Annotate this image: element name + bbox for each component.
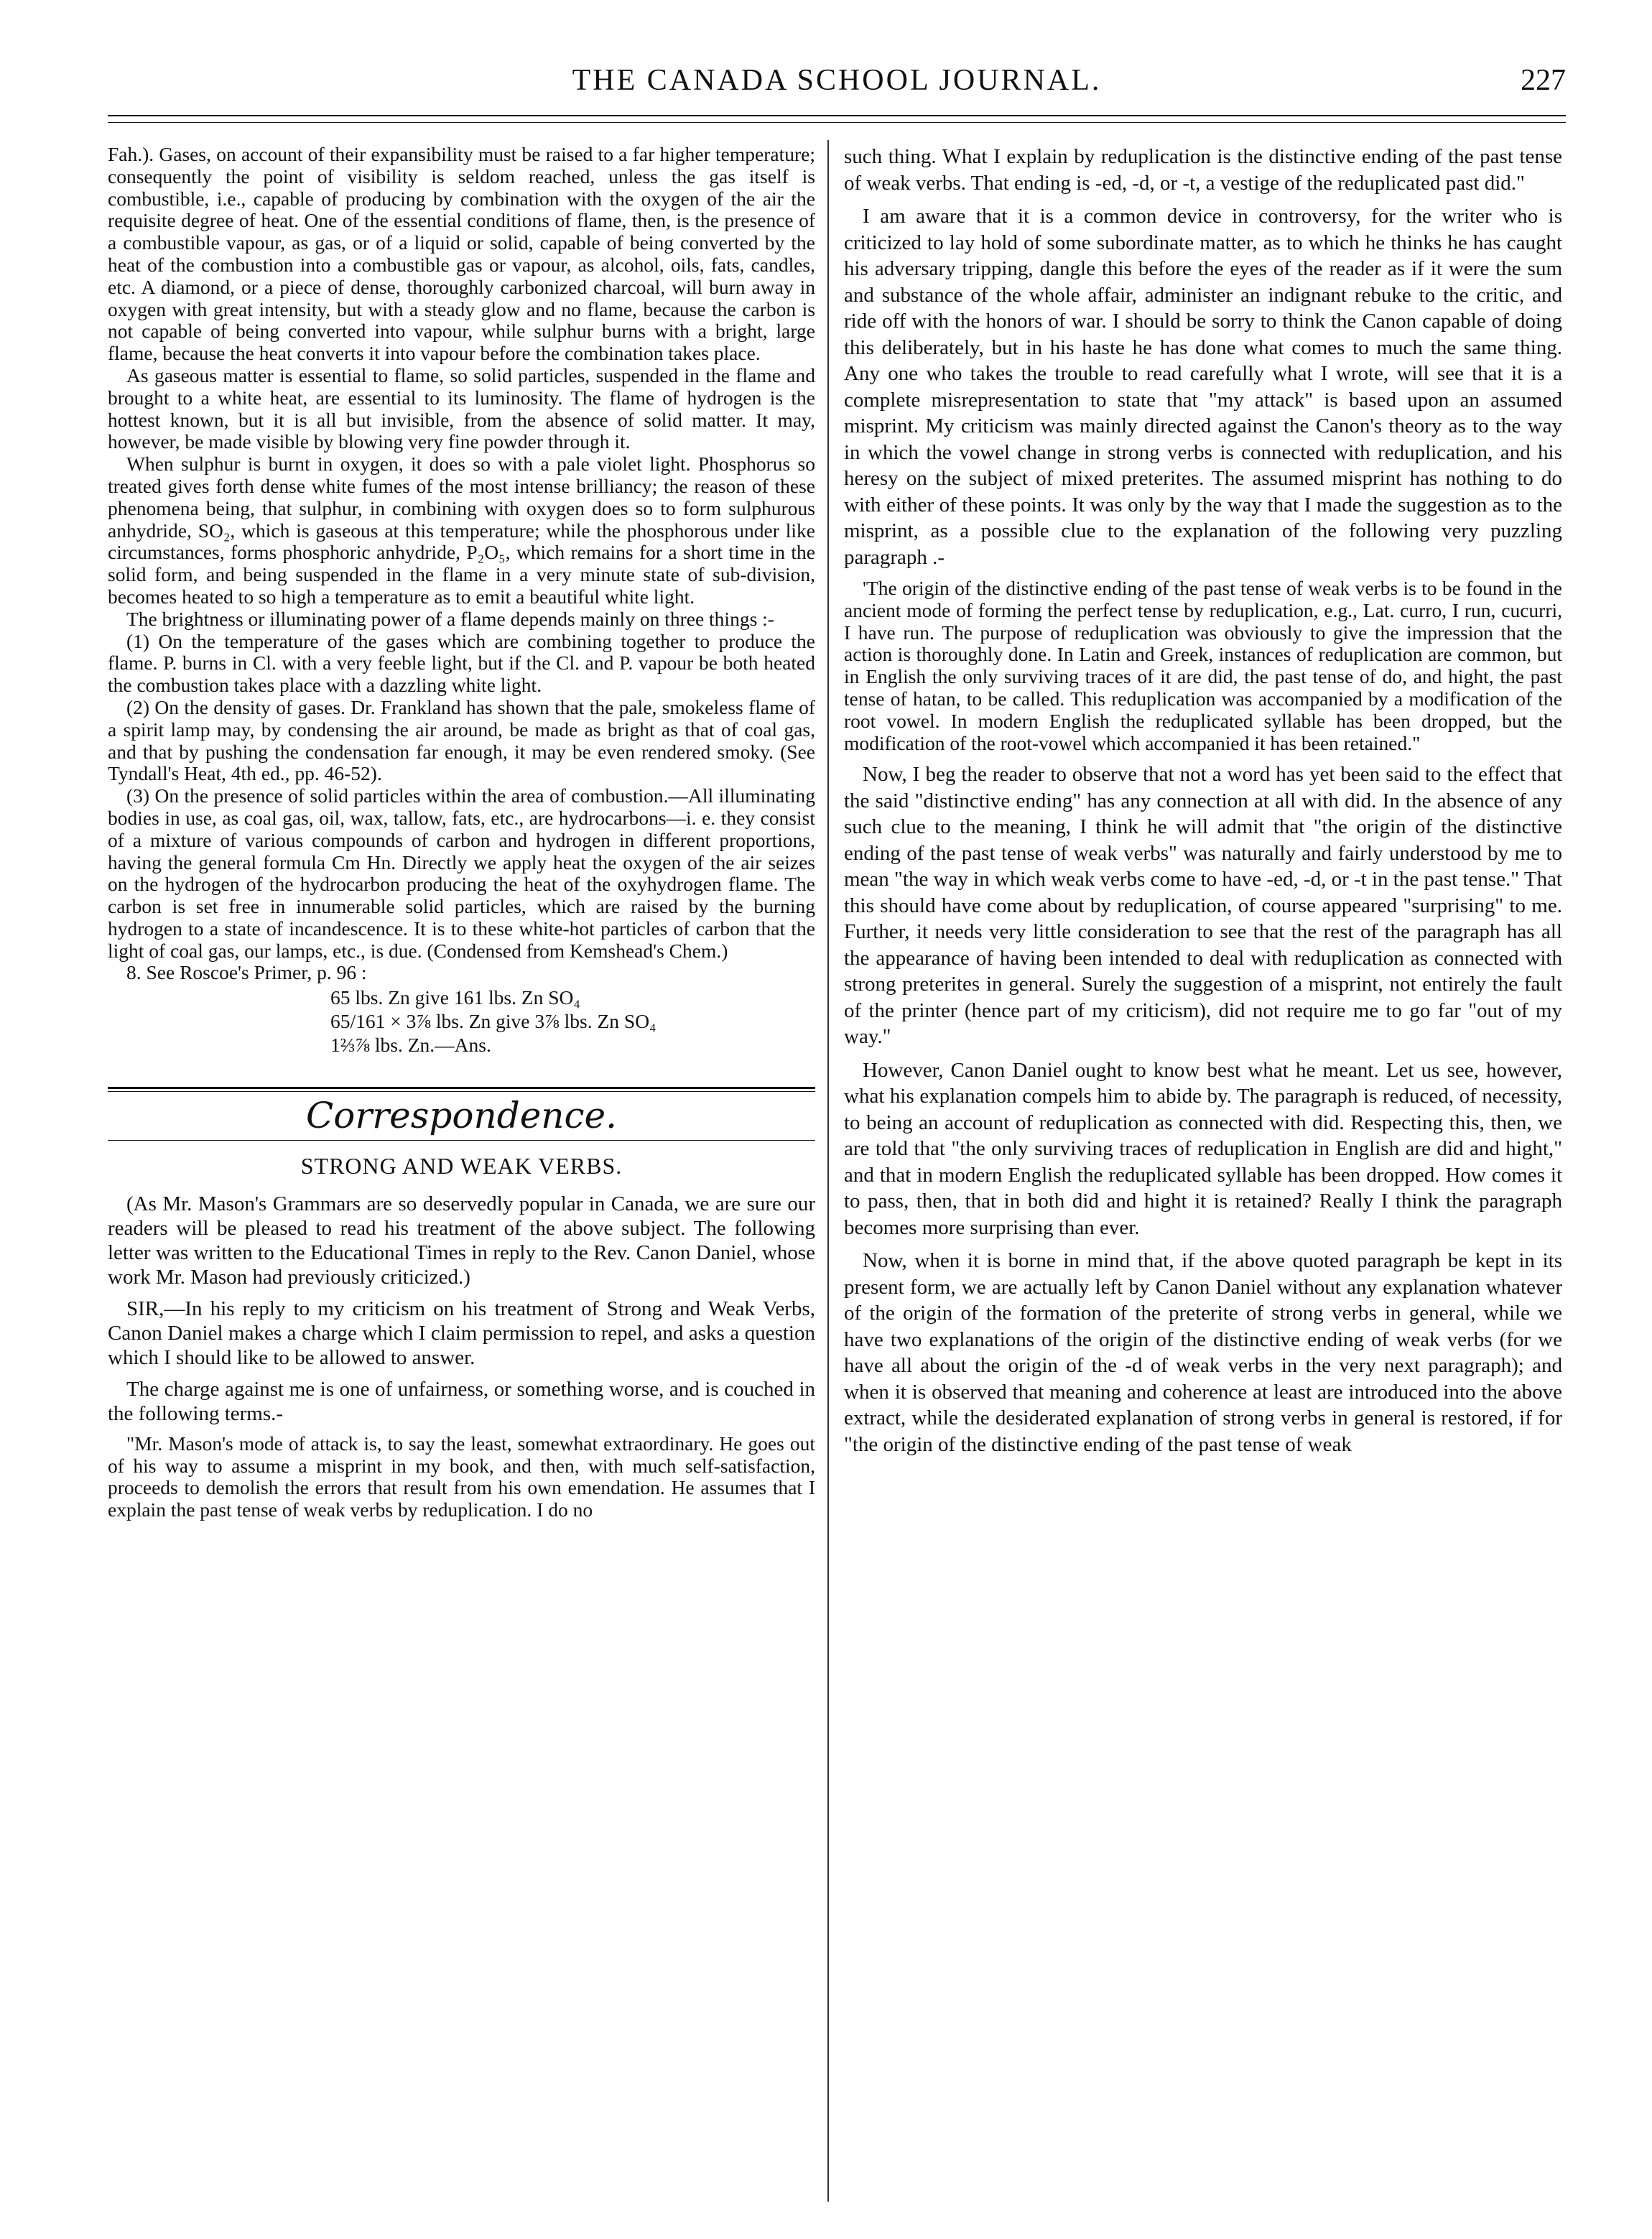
article-paragraph: The brightness or illuminating power of a flame depends mainly on three things :- bbox=[126, 607, 774, 630]
page-number: 227 bbox=[1521, 64, 1566, 97]
letter-paragraph: "Mr. Mason's mode of attack is, to say the least, somewhat extraordinary. He goes out of his way to assume a misprint in my book, and then, with much self-satisfaction, proceeds to demolish the errors that result from his own emendation. He assumes that I explain the past tense of weak verbs by reduplication. I do no bbox=[108, 1432, 815, 1521]
letter-paragraph: Now, when it is borne in mind that, if the above quoted paragraph be kept in its present form, we are actually left by Canon Daniel without any explanation whatever of the origin of the formation of the preterite of strong verbs in general, while we have two explanations of the origin of the distinctive ending of weak verbs (for we have all about the origin of the -d of weak verbs in the very next paragraph); and when it is observed that meaning and coherence at least are introduced into the above extract, while the desiderated explanation of strong verbs in general is restored, if for "the origin of the distinctive ending of the past tense of weak bbox=[844, 1249, 1562, 1456]
letter-paragraph: Now, I beg the reader to observe that not a word has yet been said to the effect that the said "distinctive ending" has any connection at all with did. In the absence of any such clue to the meaning, I think he will admit that "the origin of the distinctive ending of the past tense of weak verbs" was naturally and fairly understood by me to mean "the way in which weak verbs come to have -ed, -d, or -t in the past tense." That this should have come about by reduplication, of course appeared "surprising" to me. Further, it needs very little consideration to see that the rest of the paragraph has all the appearance of having been intended to deal with reduplication as connected with strong preterites in general. Surely the suggestion of a misprint, not entirely the fault of the printer (hence part of my criticism), did not require me to go far "out of my way." bbox=[844, 763, 1562, 1049]
answer-line: 65/161 × 3⅞ lbs. Zn give 3⅞ lbs. Zn SO₄ bbox=[330, 1010, 656, 1033]
article-paragraph: (3) On the presence of solid particles within the area of combustion.—All illuminating bodies in use, as coal gas, oil, wax, tallow, fats, etc., are hydrocarbons—i. e. they consist of a mixture of various compounds of carbon and hydrogen in different proportions, having the general formula Cm Hn. Directly we apply heat the oxygen of the air seizes on the hydrogen of the hydrocarbon producing the heat of the oxyhydrogen flame. The carbon is set free in innumerable solid particles, which are raised by the burning hydrogen to a state of incandescence. It is to these white-hot particles of carbon that the light of coal gas, our lamps, etc., is due. (Condensed from Kemshead's Chem.) bbox=[108, 784, 815, 962]
correspondence-body bbox=[108, 1192, 815, 1521]
running-header bbox=[108, 63, 1566, 106]
heading-rule bbox=[108, 1140, 815, 1141]
article-paragraph: As gaseous matter is essential to flame, so solid particles, suspended in the flame and brought to a white heat, are essential to its luminosity. The flame of hydrogen is the hottest known, but it is all but invisible, from the absence of solid matter. It may, however, be made visible by blowing very fine powder through it. bbox=[108, 363, 815, 453]
article-paragraph: (2) On the density of gases. Dr. Frankland has shown that the pale, smokeless flame of a spirit lamp may, by condensing the air around, be made as bright as that of coal gas, and that by pushing the condensation far enough, it may be even rendered smoky. (See Tyndall's Heat, 4th ed., pp. 46-52). bbox=[108, 695, 815, 785]
letter-paragraph: such thing. What I explain by reduplication is the distinctive ending of the past tense of weak verbs. That ending is -ed, -d, or -t, a vestige of the reduplicated past did." bbox=[844, 145, 1562, 195]
article-paragraph: 8. See Roscoe's Primer, p. 96 : bbox=[126, 961, 367, 984]
letter-paragraph: (As Mr. Mason's Grammars are so deservedly popular in Canada, we are sure our readers will be pleased to read his treatment of the above subject. The following letter was written to the Educational Times in reply to the Rev. Canon Daniel, whose work Mr. Mason had previously criticized.) bbox=[108, 1192, 815, 1289]
section-heading: Correspondence. bbox=[305, 1095, 617, 1137]
right-column bbox=[844, 144, 1562, 1465]
left-column bbox=[108, 144, 815, 1529]
header-rule-top bbox=[108, 115, 1566, 116]
section-rule bbox=[108, 1087, 815, 1089]
quoted-paragraph: 'The origin of the distinctive ending of the past tense of weak verbs is to be found in the ancient mode of forming the perfect tense by reduplication, e.g., Lat. curro, I run, cucurri, I have run. The purpose of reduplication was obviously to give the impression that the action is thoroughly done. In Latin and Greek, instances of reduplication are common, but in English the only surviving traces of it are did, the past tense of do, and hight, the past tense of hatan, to be called. This reduplication was accompanied by a modification of the root vowel. In modern English the reduplicated syllable has been dropped, but the modification of the root-vowel which accompanied it has been retained." bbox=[844, 577, 1562, 754]
letter-paragraph: However, Canon Daniel ought to know best what he meant. Let us see, however, what his explanation compels him to abide by. The paragraph is reduced, of necessity, to being an account of reduplication as connected with did. Respecting this, then, we are told that "the only surviving traces of reduplication in English are did and hight," and that in modern English the reduplicated syllable has been dropped. How comes it to pass, then, that in both did and hight it is retained? Really I think the paragraph becomes more surprising than ever. bbox=[844, 1058, 1562, 1239]
article-subheading: STRONG AND WEAK VERBS. bbox=[300, 1153, 623, 1179]
article-paragraph: When sulphur is burnt in oxygen, it does so with a pale violet light. Phosphorus so treated gives forth dense white fumes of the most intense brilliancy; the reason of these phenomena being, that sulphur, in combining with oxygen does so to form sulphurous anhydride, SO₂, which is gaseous at this temperature; while the phosphorous under like circumstances, forms phosphoric anhydride, P₂O₅, which remains for a short time in the solid form, and being suspended in the flame in a very minute state of sub-division, becomes heated to so high a temperature as to emit a beautiful white light. bbox=[108, 453, 815, 608]
article-paragraph: (1) On the temperature of the gases which are combining together to produce the flame. P. burns in Cl. with a very feeble light, but if the Cl. and P. vapour be both heated the combustion takes place with a dazzling white light. bbox=[108, 629, 815, 697]
section-rule-thin bbox=[108, 1091, 815, 1092]
column-divider bbox=[827, 140, 829, 2202]
letter-paragraph: SIR,—In his reply to my criticism on his treatment of Strong and Weak Verbs, Canon Daniel makes a charge which I claim permission to repel, and asks a question which I should like to be allowed to answer. bbox=[108, 1297, 815, 1369]
answer-line: 65 lbs. Zn give 161 lbs. Zn SO₄ bbox=[330, 986, 580, 1009]
journal-title: THE CANADA SCHOOL JOURNAL. bbox=[572, 64, 1102, 97]
article-paragraph: Fah.). Gases, on account of their expansibility must be raised to a far higher temperature; consequently the point of visibility is seldom reached, unless the gas itself is combustible, i.e., capable of producing by combination with the oxygen of the air the requisite degree of heat. One of the essential conditions of flame, then, is the presence of a combustible vapour, as gas, or of a liquid or solid, capable of being converted by the heat of the combustion into a combustible gas or vapour, as alcohol, oils, fats, candles, etc. A diamond, or a piece of dense, thoroughly carbonized charcoal, will burn away in oxygen with great intensity, but with a steady glow and no flame, because the carbon is not capable of being converted into vapour, while sulphur burns with a bright, large flame, because the heat converts it into vapour before the combination takes place. bbox=[108, 143, 815, 365]
letter-paragraph: I am aware that it is a common device in controversy, for the writer who is criticized to lay hold of some subordinate matter, as to which he thinks he has caught his adversary tripping, dangle this before the eyes of the reader as if it were the sum and substance of the whole affair, administer an indignant rebuke to the critic, and ride off with the honors of war. I should be sorry to think the Canon capable of doing this deliberately, but in his haste he has done what comes to much the same thing. Any one who takes the trouble to read carefully what I wrote, will see that it is a complete misrepresentation to state that "my attack" is based upon an assumed misprint. My criticism was mainly directed against the Canon's theory as to the way in which the vowel change in strong verbs is connected with reduplication, and his heresy on the subject of mixed preterites. The assumed misprint has nothing to do with either of these points. It was only by the way that I made the suggestion as to the misprint, as a possible clue to the explanation of the following very puzzling paragraph .- bbox=[844, 205, 1562, 569]
answer-line: 1⅔⅞ lbs. Zn.—Ans. bbox=[330, 1034, 491, 1057]
letter-paragraph: The charge against me is one of unfairness, or something worse, and is couched in the following terms.- bbox=[108, 1377, 815, 1425]
header-rule-bottom bbox=[108, 122, 1566, 123]
